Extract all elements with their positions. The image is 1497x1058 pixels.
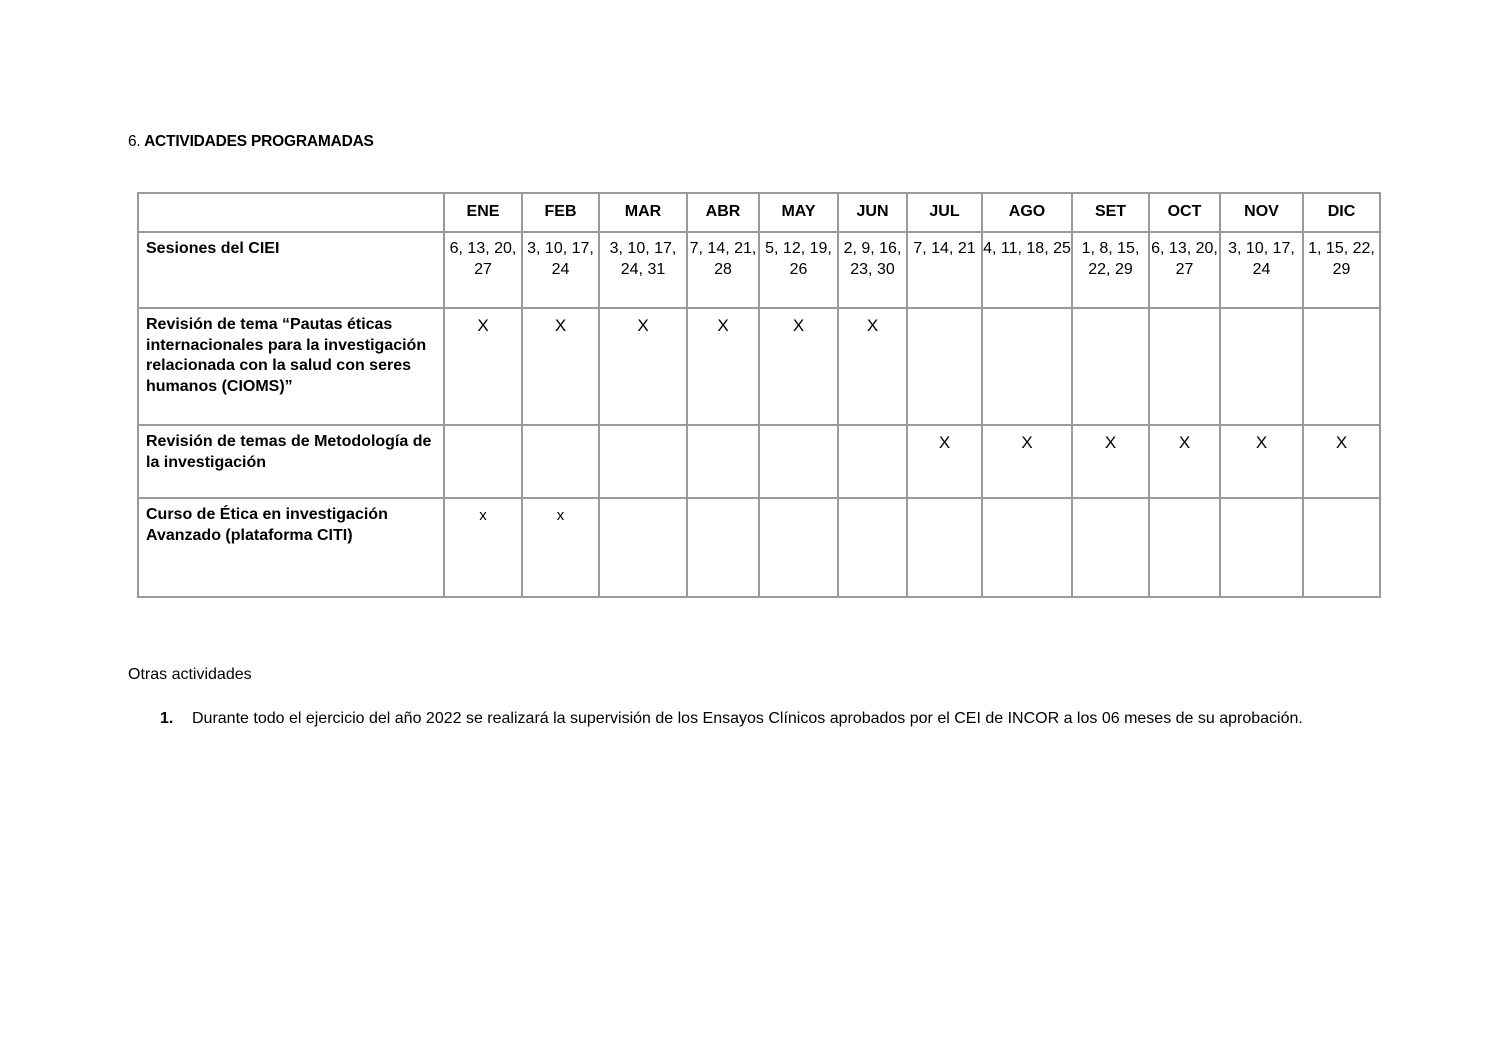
- table-cell: 2, 9, 16, 23, 30: [838, 232, 907, 308]
- month-header-ene: ENE: [444, 193, 522, 232]
- table-cell: x: [444, 498, 522, 597]
- table-cell: [759, 498, 838, 597]
- table-cell: 3, 10, 17, 24: [522, 232, 599, 308]
- row-label: Revisión de tema “Pautas éticas internacionales para la investigación relacionada con la salud con seres humanos (CIOMS)”: [138, 308, 444, 425]
- header-empty-cell: [138, 193, 444, 232]
- month-header-mar: MAR: [599, 193, 687, 232]
- table-cell: 5, 12, 19, 26: [759, 232, 838, 308]
- table-cell: X: [907, 425, 982, 498]
- table-cell: X: [599, 308, 687, 425]
- table-cell: X: [759, 308, 838, 425]
- table-cell: X: [522, 308, 599, 425]
- activities-schedule-table: [137, 192, 1381, 598]
- month-header-feb: FEB: [522, 193, 599, 232]
- month-header-may: MAY: [759, 193, 838, 232]
- table-cell: [907, 498, 982, 597]
- month-header-dic: DIC: [1303, 193, 1380, 232]
- table-cell: 3, 10, 17, 24: [1220, 232, 1303, 308]
- section-title: ACTIVIDADES PROGRAMADAS: [144, 133, 374, 150]
- table-cell: [982, 498, 1072, 597]
- month-header-jul: JUL: [907, 193, 982, 232]
- table-cell: [599, 498, 687, 597]
- month-header-jun: JUN: [838, 193, 907, 232]
- table-cell: 6, 13, 20, 27: [444, 232, 522, 308]
- month-header-oct: OCT: [1149, 193, 1220, 232]
- table-cell: X: [687, 308, 759, 425]
- table-cell: X: [1072, 425, 1149, 498]
- table-cell: [907, 308, 982, 425]
- table-cell: [1149, 498, 1220, 597]
- table-cell: [1072, 308, 1149, 425]
- table-cell: 4, 11, 18, 25: [982, 232, 1072, 308]
- table-cell: X: [1149, 425, 1220, 498]
- table-header-row: [138, 193, 1380, 232]
- table-cell: 1, 8, 15, 22, 29: [1072, 232, 1149, 308]
- list-item: [160, 705, 1320, 732]
- other-activities-heading: Otras actividades: [128, 666, 252, 683]
- table-cell: X: [1303, 425, 1380, 498]
- section-heading: [128, 133, 374, 151]
- month-header-ago: AGO: [982, 193, 1072, 232]
- table-cell: x: [522, 498, 599, 597]
- month-header-set: SET: [1072, 193, 1149, 232]
- table-row-curso-citi: [138, 498, 1380, 597]
- table-cell: [1149, 308, 1220, 425]
- table-cell: [1220, 308, 1303, 425]
- month-header-nov: NOV: [1220, 193, 1303, 232]
- other-activities-list: [160, 705, 1320, 732]
- table-cell: X: [982, 425, 1072, 498]
- section-number: 6.: [128, 133, 141, 150]
- table-cell: [982, 308, 1072, 425]
- table-cell: [687, 425, 759, 498]
- table-row-sesiones: [138, 232, 1380, 308]
- table-cell: [1303, 308, 1380, 425]
- table-cell: [1220, 498, 1303, 597]
- table-cell: [838, 498, 907, 597]
- row-label: Revisión de temas de Metodología de la investigación: [138, 425, 444, 498]
- row-label: Sesiones del CIEI: [138, 232, 444, 308]
- table-cell: [599, 425, 687, 498]
- table-cell: X: [838, 308, 907, 425]
- table-cell: [759, 425, 838, 498]
- table-cell: [522, 425, 599, 498]
- table-cell: [838, 425, 907, 498]
- table-cell: X: [1220, 425, 1303, 498]
- table-row-metodologia: [138, 425, 1380, 498]
- row-label: Curso de Ética en investigación Avanzado (plataforma CITI): [138, 498, 444, 597]
- table-cell: [1072, 498, 1149, 597]
- table-cell: 7, 14, 21: [907, 232, 982, 308]
- table-cell: 7, 14, 21, 28: [687, 232, 759, 308]
- table-cell: [1303, 498, 1380, 597]
- table-row-cioms: [138, 308, 1380, 425]
- list-item-text: Durante todo el ejercicio del año 2022 se realizará la supervisión de los Ensayos Clínicos aprobados por el CEI de INCOR a los 06 meses de su aprobación.: [192, 710, 1303, 727]
- list-item-number: 1.: [160, 710, 174, 727]
- month-header-abr: ABR: [687, 193, 759, 232]
- table-cell: 3, 10, 17, 24, 31: [599, 232, 687, 308]
- table-cell: [444, 425, 522, 498]
- table-cell: [687, 498, 759, 597]
- table-cell: 1, 15, 22, 29: [1303, 232, 1380, 308]
- table-cell: X: [444, 308, 522, 425]
- table-cell: 6, 13, 20, 27: [1149, 232, 1220, 308]
